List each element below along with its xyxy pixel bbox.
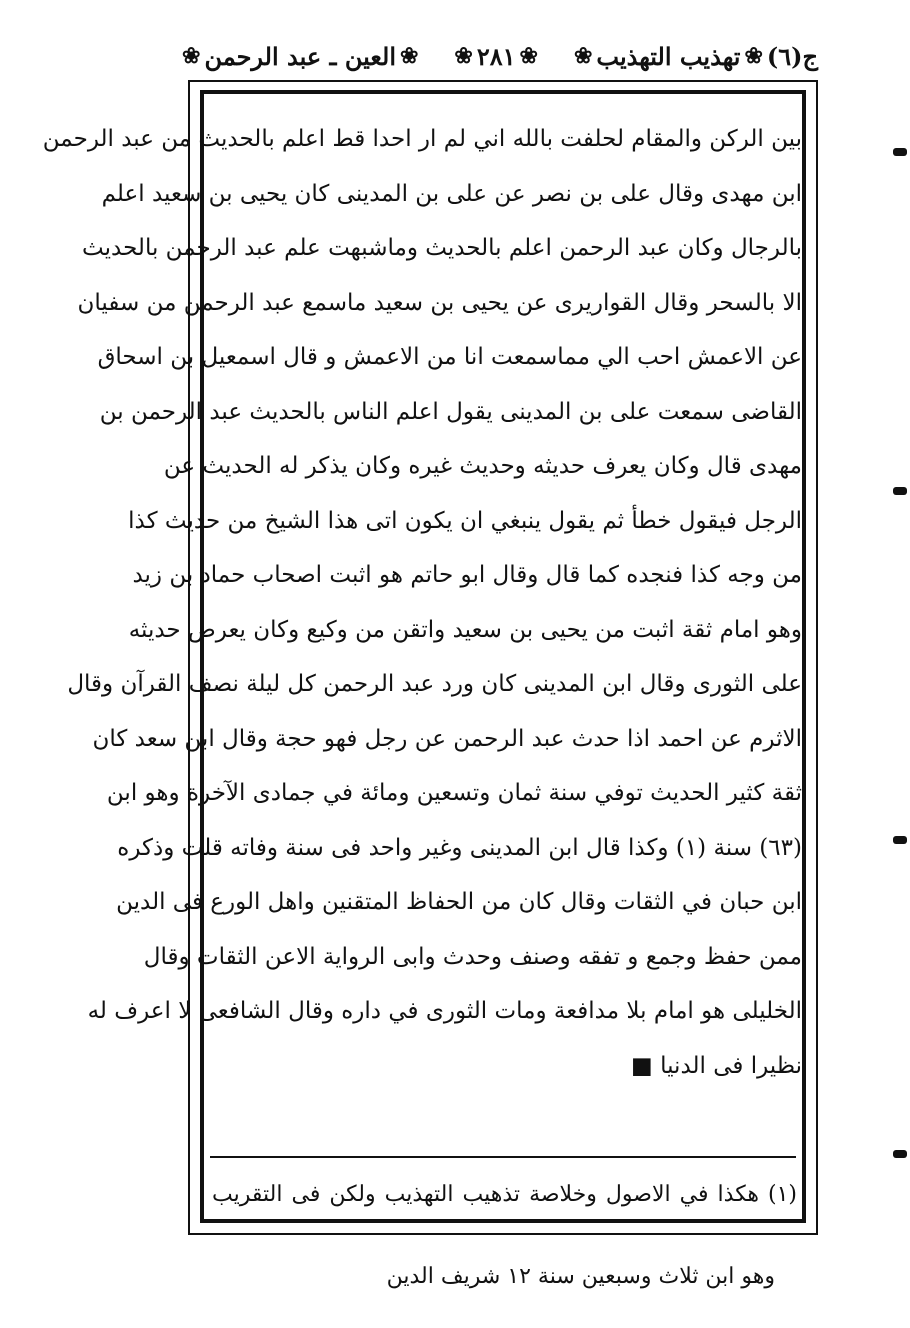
text-line: (٦٣) سنة (١) وكذا قال ابن المدينى وغير واحد فى سنة وفاته قلت وذكره: [117, 834, 802, 861]
ornament-icon: ❀: [744, 43, 763, 69]
text-line: على الثورى وقال ابن المدينى كان ورد عبد الرحمن كل ليلة نصف القرآن وقال: [67, 671, 802, 697]
ornament-icon: ❀: [519, 43, 538, 69]
text-line-last: نظيرا فى الدنيا ■: [631, 1052, 802, 1079]
text-line: وهو امام ثقة اثبت من يحيى بن سعيد واتقن من وكيع وكان يعرض حديثه: [128, 616, 802, 643]
text-line: الا بالسحر وقال القواريرى عن يحيى بن سعيد ماسمع عبد الرحمن من سفيان: [77, 289, 802, 316]
main-text: [42, 112, 802, 1093]
ornament-icon: ❀: [399, 43, 419, 69]
text-line: الخليلى هو امام بلا مدافعة ومات الثورى في داره وقال الشافعى لا اعرف له: [87, 998, 802, 1024]
ornament-icon: ❀: [573, 43, 593, 69]
ornament-icon: ❀: [182, 43, 201, 69]
footnote: (١) هكذا في الاصول وخلاصة تذهيب التهذيب ولكن فى التقريب: [212, 1182, 797, 1207]
header-volume: ج(٦): [766, 41, 818, 71]
text-line: ثقة كثير الحديث توفي سنة ثمان وتسعين ومائة في جمادى الآخرة وهو ابن: [106, 780, 802, 806]
margin-tick-mark: [893, 148, 907, 156]
text-line: بين الركن والمقام لحلفت بالله اني لم ار احدا قط اعلم بالحديث من عبد الرحمن: [42, 126, 802, 152]
text-line: الرجل فيقول خطأ ثم يقول ينبغي ان يكون اتى هذا الشيخ من حديث كذا: [128, 507, 802, 534]
running-header: [178, 34, 818, 78]
text-line: الاثرم عن احمد اذا حدث عبد الرحمن عن رجل فهو حجة وقال ابن سعد كان: [92, 725, 802, 752]
header-volume-group: [570, 42, 818, 71]
text-line: القاضى سمعت على بن المدينى يقول اعلم الناس بالحديث عبد الرحمن بن: [99, 398, 802, 425]
header-page-group: [450, 42, 542, 71]
text-line: من وجه كذا فنجده كما قال وقال ابو حاتم هو اثبت اصحاب حماد بن زيد: [132, 562, 802, 588]
text-line: بالرجال وكان عبد الرحمن اعلم بالحديث وماشبهت علم عبد الرحمن بالحديث: [82, 235, 802, 261]
text-line: مهدى قال وكان يعرف حديثه وحديث غيره وكان يذكر له الحديث عن: [163, 453, 802, 479]
text-line: عن الاعمش احب الي مماسمعت انا من الاعمش و قال اسمعيل بن اسحاق: [97, 344, 802, 370]
text-line: ممن حفظ وجمع و تفقه وصنف وحدث وابى الرواية الاعن الثقات وقال: [143, 943, 802, 970]
margin-tick-mark: [893, 487, 907, 495]
header-section-group: [178, 42, 422, 71]
margin-tick-mark: [893, 836, 907, 844]
header-section: العين ـ عبد الرحمن: [204, 41, 396, 71]
margin-tick-mark: [893, 1150, 907, 1158]
text-line: ابن مهدى وقال على بن نصر عن على بن المدينى كان يحيى بن سعيد اعلم: [101, 180, 802, 207]
header-book-title: تهذيب التهذيب: [596, 41, 741, 71]
text-line: ابن حبان في الثقات وقال كان من الحفاظ المتقنين واهل الورع فى الدين: [116, 889, 802, 915]
footnote-divider: [210, 1156, 796, 1158]
ornament-icon: ❀: [454, 43, 473, 69]
handwritten-bottom-note: وهو ابن ثلاث وسبعين سنة ١٢ شريف الدين: [386, 1264, 775, 1289]
page-number: ٢٨١: [476, 41, 516, 71]
